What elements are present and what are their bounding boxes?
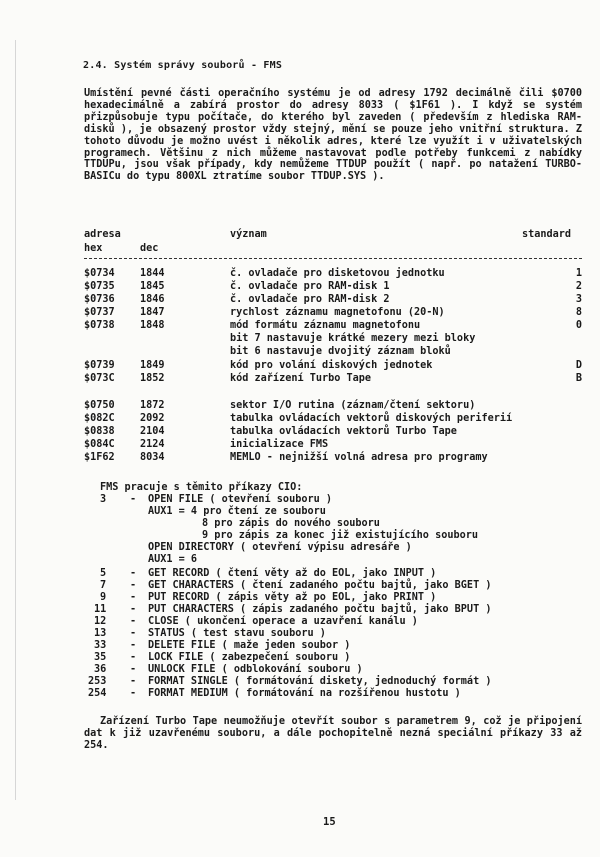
command-text: FORMAT MEDIUM ( formátování na rozšířenou hustotu ) bbox=[148, 688, 461, 699]
table-header-standard: standard bbox=[522, 229, 572, 240]
cell-desc: inicializace FMS bbox=[230, 439, 329, 450]
command-text: 9 pro zápis za konec již existujícího souboru bbox=[202, 530, 479, 541]
intro-paragraph bbox=[84, 88, 582, 183]
cell-hex: $0737 bbox=[84, 307, 115, 318]
cell-hex: $0750 bbox=[84, 400, 115, 411]
command-text: GET CHARACTERS ( čtení zadaného počtu bajtů, jako BGET ) bbox=[148, 580, 492, 591]
cell-hex: $084C bbox=[84, 439, 115, 450]
command-text: UNLOCK FILE ( odblokování souboru ) bbox=[148, 664, 363, 675]
command-text: FORMAT SINGLE ( formátování diskety, jednoduchý formát ) bbox=[148, 676, 492, 687]
table-header-vyznam: význam bbox=[230, 229, 267, 240]
command-text: PUT CHARACTERS ( zápis zadaného počtu bajtů, jako BPUT ) bbox=[148, 604, 492, 615]
command-number: 7 bbox=[100, 580, 107, 591]
cell-desc: MEMLO - nejnižší volná adresa pro programy bbox=[230, 452, 488, 463]
cell-hex: $0838 bbox=[84, 426, 115, 437]
command-number: 9 bbox=[100, 592, 107, 603]
cell-hex: $0736 bbox=[84, 294, 115, 305]
cell-desc: tabulka ovládacích vektorů diskových periferií bbox=[230, 413, 513, 424]
cell-dec: 2124 bbox=[140, 439, 165, 450]
commands-intro: FMS pracuje s těmito příkazy CIO: bbox=[100, 482, 303, 493]
command-text: GET RECORD ( čtení věty až do EOL, jako INPUT ) bbox=[148, 568, 437, 579]
command-number: 253 bbox=[88, 676, 107, 687]
cell-desc: č. ovladače pro RAM-disk 2 bbox=[230, 294, 390, 305]
cell-hex: $073C bbox=[84, 373, 115, 384]
cell-dec: 1846 bbox=[140, 294, 165, 305]
cell-standard: 8 bbox=[575, 307, 582, 318]
cell-hex: $0738 bbox=[84, 320, 115, 331]
command-dash: - bbox=[130, 676, 137, 687]
command-text: PUT RECORD ( zápis věty až po EOL, jako PRINT ) bbox=[148, 592, 437, 603]
cell-standard: 1 bbox=[575, 268, 582, 279]
command-dash: - bbox=[130, 688, 137, 699]
cell-dec: 1848 bbox=[140, 320, 165, 331]
command-dash: - bbox=[130, 568, 137, 579]
command-dash: - bbox=[130, 580, 137, 591]
command-text: 8 pro zápis do nového souboru bbox=[202, 518, 380, 529]
binding-edge-mark bbox=[15, 40, 16, 800]
cell-standard: D bbox=[575, 360, 582, 371]
command-text: AUX1 = 4 pro čtení ze souboru bbox=[148, 506, 326, 517]
page-number: 15 bbox=[323, 816, 336, 828]
table-header-hex: hex bbox=[84, 243, 103, 254]
cell-desc: mód formátu záznamu magnetofonu bbox=[230, 320, 421, 331]
cell-dec: 2092 bbox=[140, 413, 165, 424]
command-dash: - bbox=[130, 640, 137, 651]
command-number: 35 bbox=[94, 652, 107, 663]
section-heading: 2.4. Systém správy souborů - FMS bbox=[83, 60, 283, 71]
cell-dec: 1845 bbox=[140, 281, 165, 292]
command-text: CLOSE ( ukončení operace a uzavření kanálu ) bbox=[148, 616, 418, 627]
cell-desc: rychlost záznamu magnetofonu (20-N) bbox=[230, 307, 445, 318]
cell-hex: $0739 bbox=[84, 360, 115, 371]
cell-desc: č. ovladače pro disketovou jednotku bbox=[230, 268, 445, 279]
cell-standard: B bbox=[575, 373, 582, 384]
command-number: 36 bbox=[94, 664, 107, 675]
cell-standard: 3 bbox=[575, 294, 582, 305]
cell-dec: 1852 bbox=[140, 373, 165, 384]
closing-paragraph bbox=[84, 716, 582, 753]
cell-dec: 8034 bbox=[140, 452, 165, 463]
cell-desc: kód pro volání diskových jednotek bbox=[230, 360, 433, 371]
cell-dec: 1847 bbox=[140, 307, 165, 318]
command-text: DELETE FILE ( maže jeden soubor ) bbox=[148, 640, 351, 651]
cell-dec: 1849 bbox=[140, 360, 165, 371]
command-dash: - bbox=[130, 592, 137, 603]
table-header-adresa: adresa bbox=[84, 229, 121, 240]
command-number: 254 bbox=[88, 688, 107, 699]
command-text: LOCK FILE ( zabezpečení souboru ) bbox=[148, 652, 351, 663]
cell-hex: $0734 bbox=[84, 268, 115, 279]
table-header-rule bbox=[84, 258, 582, 259]
closing-text: Zařízení Turbo Tape neumožňuje otevřít soubor s parametrem 9, což je připojení dat k již uzavřenému souboru, a dále pochopitelně nezná speciální příkazy 33 až 254. bbox=[84, 716, 582, 752]
cell-desc: č. ovladače pro RAM-disk 1 bbox=[230, 281, 390, 292]
command-dash: - bbox=[130, 616, 137, 627]
command-dash: - bbox=[130, 652, 137, 663]
command-number: 33 bbox=[94, 640, 107, 651]
cell-dec: 1844 bbox=[140, 268, 165, 279]
cell-standard: 2 bbox=[575, 281, 582, 292]
cell-standard: 0 bbox=[575, 320, 582, 331]
command-dash: - bbox=[130, 664, 137, 675]
cell-hex: $082C bbox=[84, 413, 115, 424]
cell-hex: $1F62 bbox=[84, 452, 115, 463]
cell-desc: tabulka ovládacích vektorů Turbo Tape bbox=[230, 426, 457, 437]
command-dash: - bbox=[130, 494, 137, 505]
command-number: 12 bbox=[94, 616, 107, 627]
cell-dec: 2104 bbox=[140, 426, 165, 437]
command-number: 3 bbox=[100, 494, 107, 505]
cell-desc: bit 7 nastavuje krátké mezery mezi bloky bbox=[230, 333, 476, 344]
intro-text: Umístění pevné části operačního systému je od adresy 1792 decimálně čili $0700 hexadecimálně a zabírá prostor do adresy 8033 ( $1F61 ). I když se systém přizpůsobuje typu počítače, do kterého byl zaveden ( především z hlediska RAM-disků ), je obsazený prostor vždy stejný, mění se pouze jeho vnitřní struktura. Z tohoto důvodu je možno uvést i několik adres, které lze využít i v uživatelských programech. Většinu z nich můžeme nastavovat podle potřeby funkcemi z nabídky TTDUPu, jsou však případy, kdy nemůžeme TTDUP použít ( např. po natažení TURBO-BASICu do typu 800XL ztratíme soubor TTDUP.SYS ). bbox=[84, 88, 582, 183]
table-header-dec: dec bbox=[140, 243, 159, 254]
cell-hex: $0735 bbox=[84, 281, 115, 292]
command-text: AUX1 = 6 bbox=[148, 554, 198, 565]
command-dash: - bbox=[130, 628, 137, 639]
command-number: 5 bbox=[100, 568, 107, 579]
cell-desc: bit 6 nastavuje dvojitý záznam bloků bbox=[230, 346, 451, 357]
command-number: 13 bbox=[94, 628, 107, 639]
command-number: 11 bbox=[94, 604, 107, 615]
cell-desc: kód zařízení Turbo Tape bbox=[230, 373, 372, 384]
cell-dec: 1872 bbox=[140, 400, 165, 411]
command-text: STATUS ( test stavu souboru ) bbox=[148, 628, 326, 639]
command-text: OPEN FILE ( otevření souboru ) bbox=[148, 494, 333, 505]
command-text: OPEN DIRECTORY ( otevření výpisu adresáře ) bbox=[148, 542, 412, 553]
cell-desc: sektor I/O rutina (záznam/čtení sektoru) bbox=[230, 400, 476, 411]
command-dash: - bbox=[130, 604, 137, 615]
